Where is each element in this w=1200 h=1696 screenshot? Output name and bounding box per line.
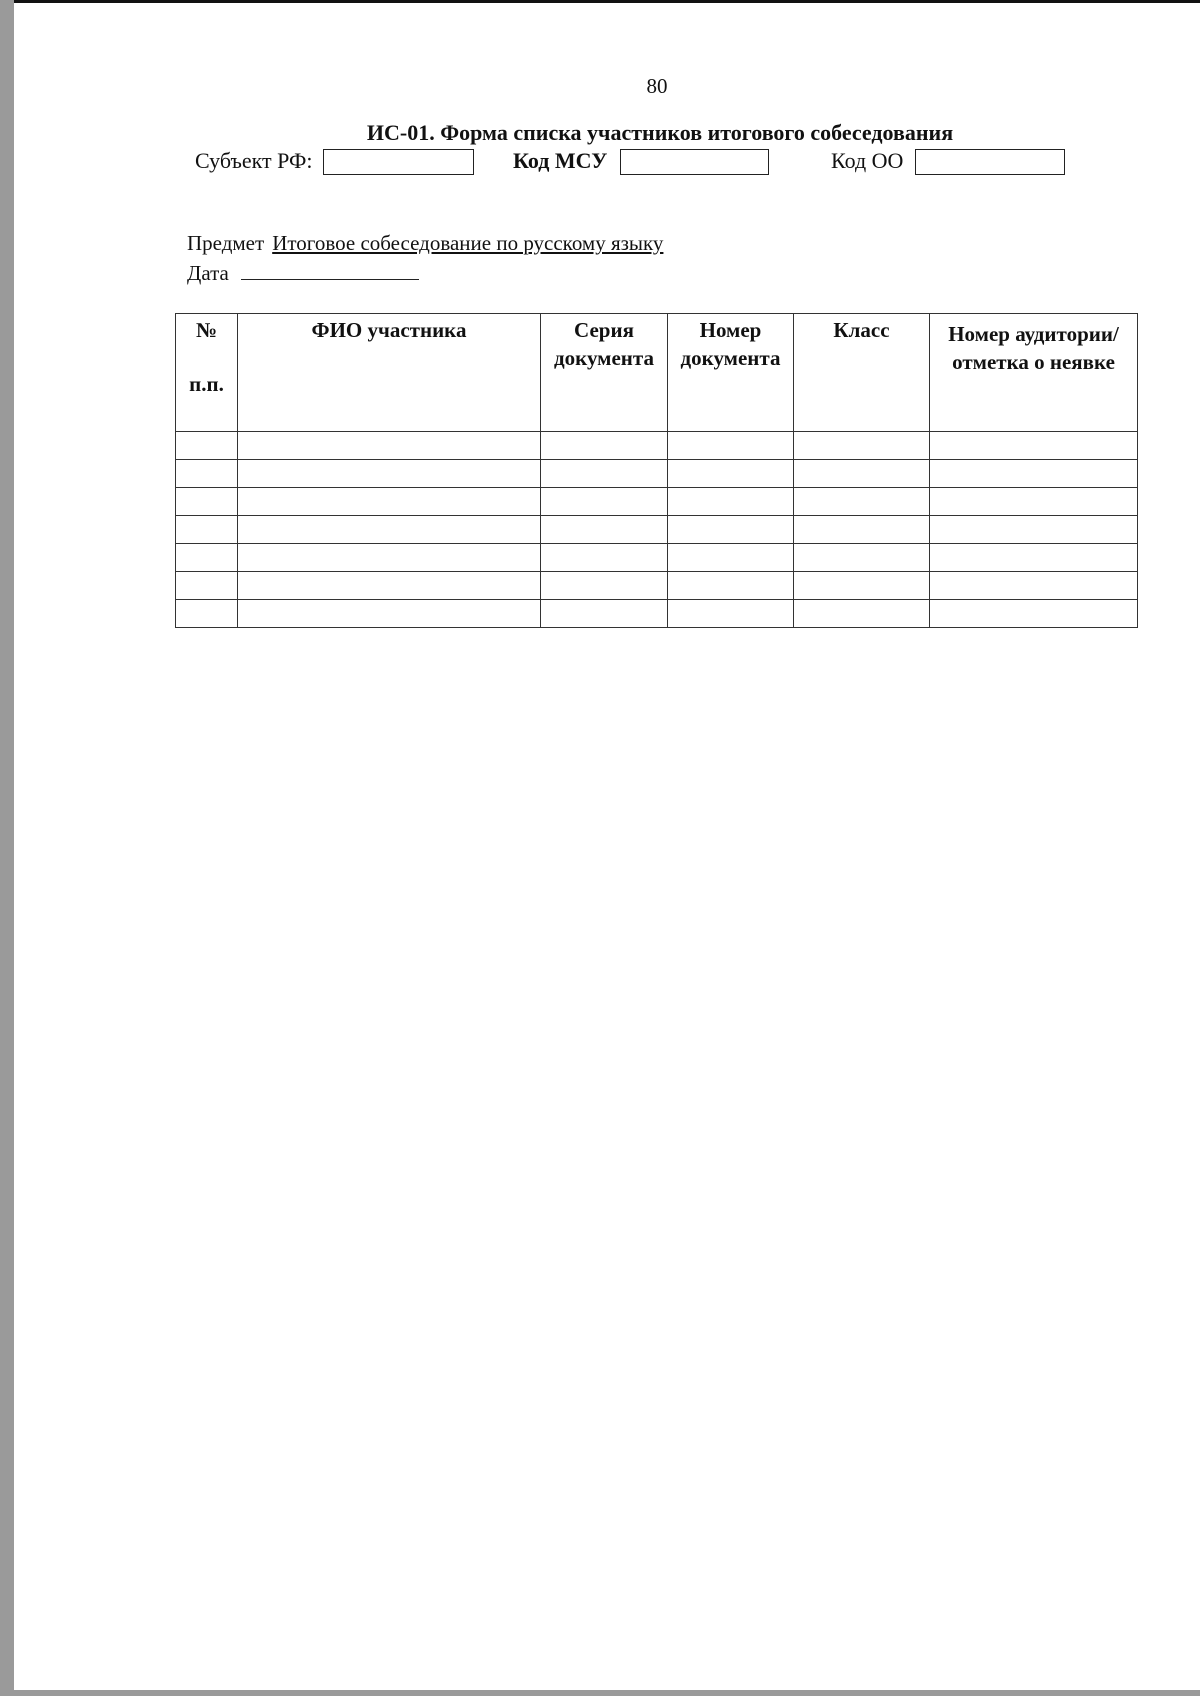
- codes-row: [14, 148, 1200, 182]
- cell-num: [176, 572, 238, 600]
- header-doc-series: Серия документа: [541, 314, 668, 432]
- form-title: ИС-01. Форма списка участников итогового собеседования: [366, 120, 954, 145]
- cell-series: [541, 544, 668, 572]
- cell-room: [930, 460, 1138, 488]
- table-body: [176, 432, 1138, 628]
- cell-series: [541, 460, 668, 488]
- cell-number: [668, 516, 794, 544]
- cell-fio: [238, 432, 541, 460]
- cell-number: [668, 544, 794, 572]
- cell-num: [176, 544, 238, 572]
- cell-num: [176, 488, 238, 516]
- cell-room: [930, 516, 1138, 544]
- subject-label: Предмет: [187, 231, 265, 255]
- cell-fio: [238, 516, 541, 544]
- msu-code-box: [620, 149, 769, 175]
- table-row: [176, 544, 1138, 572]
- cell-num: [176, 516, 238, 544]
- cell-class: [794, 432, 930, 460]
- cell-number: [668, 572, 794, 600]
- subject-value: Итоговое собеседование по русскому языку: [272, 231, 664, 255]
- header-class: Класс: [794, 314, 930, 432]
- table-row: [176, 488, 1138, 516]
- cell-fio: [238, 488, 541, 516]
- date-blank: [241, 259, 419, 280]
- page-number: 80: [646, 74, 668, 98]
- table-row: [176, 600, 1138, 628]
- table-header-row: [176, 314, 1138, 432]
- cell-fio: [238, 600, 541, 628]
- cell-fio: [238, 572, 541, 600]
- table-row: [176, 432, 1138, 460]
- date-line: [187, 259, 419, 286]
- cell-number: [668, 600, 794, 628]
- cell-room: [930, 488, 1138, 516]
- cell-fio: [238, 544, 541, 572]
- header-num-pp: п.п.: [189, 372, 224, 396]
- cell-class: [794, 516, 930, 544]
- scan-top-edge: [14, 0, 1200, 3]
- header-fio: ФИО участника: [238, 314, 541, 432]
- cell-num: [176, 460, 238, 488]
- cell-number: [668, 488, 794, 516]
- header-num-sign: №: [195, 318, 218, 342]
- header-room-absence: Номер аудитории/ отметка о неявке: [930, 314, 1138, 432]
- table-row: [176, 460, 1138, 488]
- subject-rf-label: Субъект РФ:: [195, 148, 313, 173]
- cell-room: [930, 600, 1138, 628]
- table-row: [176, 572, 1138, 600]
- cell-class: [794, 488, 930, 516]
- cell-series: [541, 432, 668, 460]
- header-num: [176, 314, 238, 432]
- cell-series: [541, 572, 668, 600]
- cell-room: [930, 544, 1138, 572]
- cell-num: [176, 432, 238, 460]
- date-label: Дата: [187, 261, 229, 285]
- header-doc-number: Номер документа: [668, 314, 794, 432]
- cell-series: [541, 488, 668, 516]
- oo-code-label: Код ОО: [831, 148, 904, 173]
- cell-class: [794, 572, 930, 600]
- document-page: [14, 0, 1200, 1690]
- msu-code-label: Код МСУ: [513, 148, 608, 173]
- subject-rf-box: [323, 149, 474, 175]
- cell-fio: [238, 460, 541, 488]
- cell-num: [176, 600, 238, 628]
- cell-number: [668, 432, 794, 460]
- cell-class: [794, 600, 930, 628]
- cell-class: [794, 544, 930, 572]
- subject-line: [187, 231, 663, 256]
- table-row: [176, 516, 1138, 544]
- cell-room: [930, 432, 1138, 460]
- cell-number: [668, 460, 794, 488]
- participants-table: [175, 313, 1138, 628]
- cell-series: [541, 516, 668, 544]
- cell-room: [930, 572, 1138, 600]
- cell-series: [541, 600, 668, 628]
- cell-class: [794, 460, 930, 488]
- oo-code-box: [915, 149, 1065, 175]
